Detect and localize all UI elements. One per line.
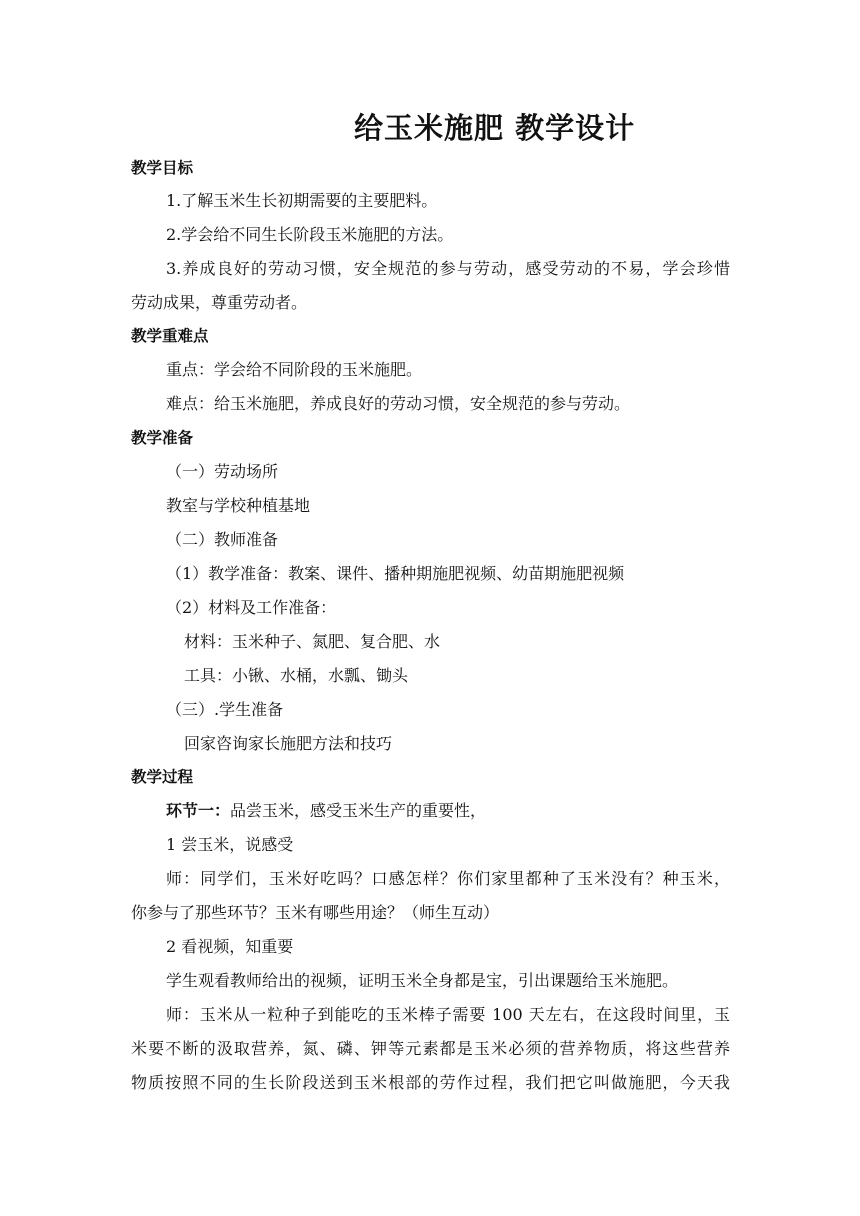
goal-item-2: 2.学会给不同生长阶段玉米施肥的方法。 bbox=[166, 225, 454, 244]
goal-item-3-cont: 劳动成果，尊重劳动者。 bbox=[131, 293, 308, 312]
keypoint-item-1: 重点：学会给不同阶段的玉米施肥。 bbox=[166, 360, 423, 379]
goal-item-3: 3.养成良好的劳动习惯，安全规范的参与劳动，感受劳动的不易，学会珍惜 bbox=[166, 259, 730, 278]
prep-item-7: 工具：小锹、水桶，水瓢、锄头 bbox=[184, 666, 409, 685]
section-heading-goals: 教学目标 bbox=[131, 159, 194, 177]
process-step1-lead: 环节一： bbox=[166, 801, 231, 820]
document-title: 给玉米施肥 教学设计 bbox=[354, 111, 636, 145]
goal-item-1: 1.了解玉米生长初期需要的主要肥料。 bbox=[166, 191, 438, 210]
process-item-3: 2 看视频，知重要 bbox=[166, 937, 294, 956]
keypoint-item-2: 难点：给玉米施肥，养成良好的劳动习惯，安全规范的参与劳动。 bbox=[166, 394, 631, 413]
process-step1-text: 品尝玉米，感受玉米生产的重要性， bbox=[230, 801, 487, 820]
prep-item-2: 教室与学校种植基地 bbox=[166, 496, 311, 515]
prep-item-3: （二）教师准备 bbox=[166, 530, 279, 549]
section-heading-prep: 教学准备 bbox=[131, 429, 194, 447]
prep-item-8: （三）.学生准备 bbox=[166, 700, 284, 719]
prep-item-6: 材料：玉米种子、氮肥、复合肥、水 bbox=[184, 632, 441, 651]
process-item-2: 师：同学们，玉米好吃吗？口感怎样？你们家里都种了玉米没有？种玉米， bbox=[166, 869, 730, 888]
process-item-4: 学生观看教师给出的视频，证明玉米全身都是宝，引出课题给玉米施肥。 bbox=[166, 971, 679, 990]
process-item-2-cont: 你参与了那些环节？玉米有哪些用途？（师生互动） bbox=[131, 903, 500, 922]
process-item-5-cont-2: 物质按照不同的生长阶段送到玉米根部的劳作过程，我们把它叫做施肥，今天我 bbox=[131, 1073, 730, 1092]
prep-item-9: 回家咨询家长施肥方法和技巧 bbox=[184, 734, 393, 753]
section-heading-keypoints: 教学重难点 bbox=[131, 327, 209, 345]
prep-item-4: （1）教学准备：教案、课件、播种期施肥视频、幼苗期施肥视频 bbox=[166, 564, 625, 583]
prep-item-5: （2）材料及工作准备： bbox=[166, 598, 337, 617]
section-heading-process: 教学过程 bbox=[131, 768, 194, 786]
process-item-5-cont-1: 米要不断的汲取营养，氮、磷、钾等元素都是玉米必须的营养物质，将这些营养 bbox=[131, 1039, 730, 1058]
process-item-5: 师：玉米从一粒种子到能吃的玉米棒子需要 100 天左右，在这段时间里，玉 bbox=[166, 1005, 730, 1024]
process-item-1: 1 尝玉米，说感受 bbox=[166, 835, 294, 854]
process-step1 bbox=[166, 801, 486, 821]
prep-item-1: （一）劳动场所 bbox=[166, 462, 279, 481]
